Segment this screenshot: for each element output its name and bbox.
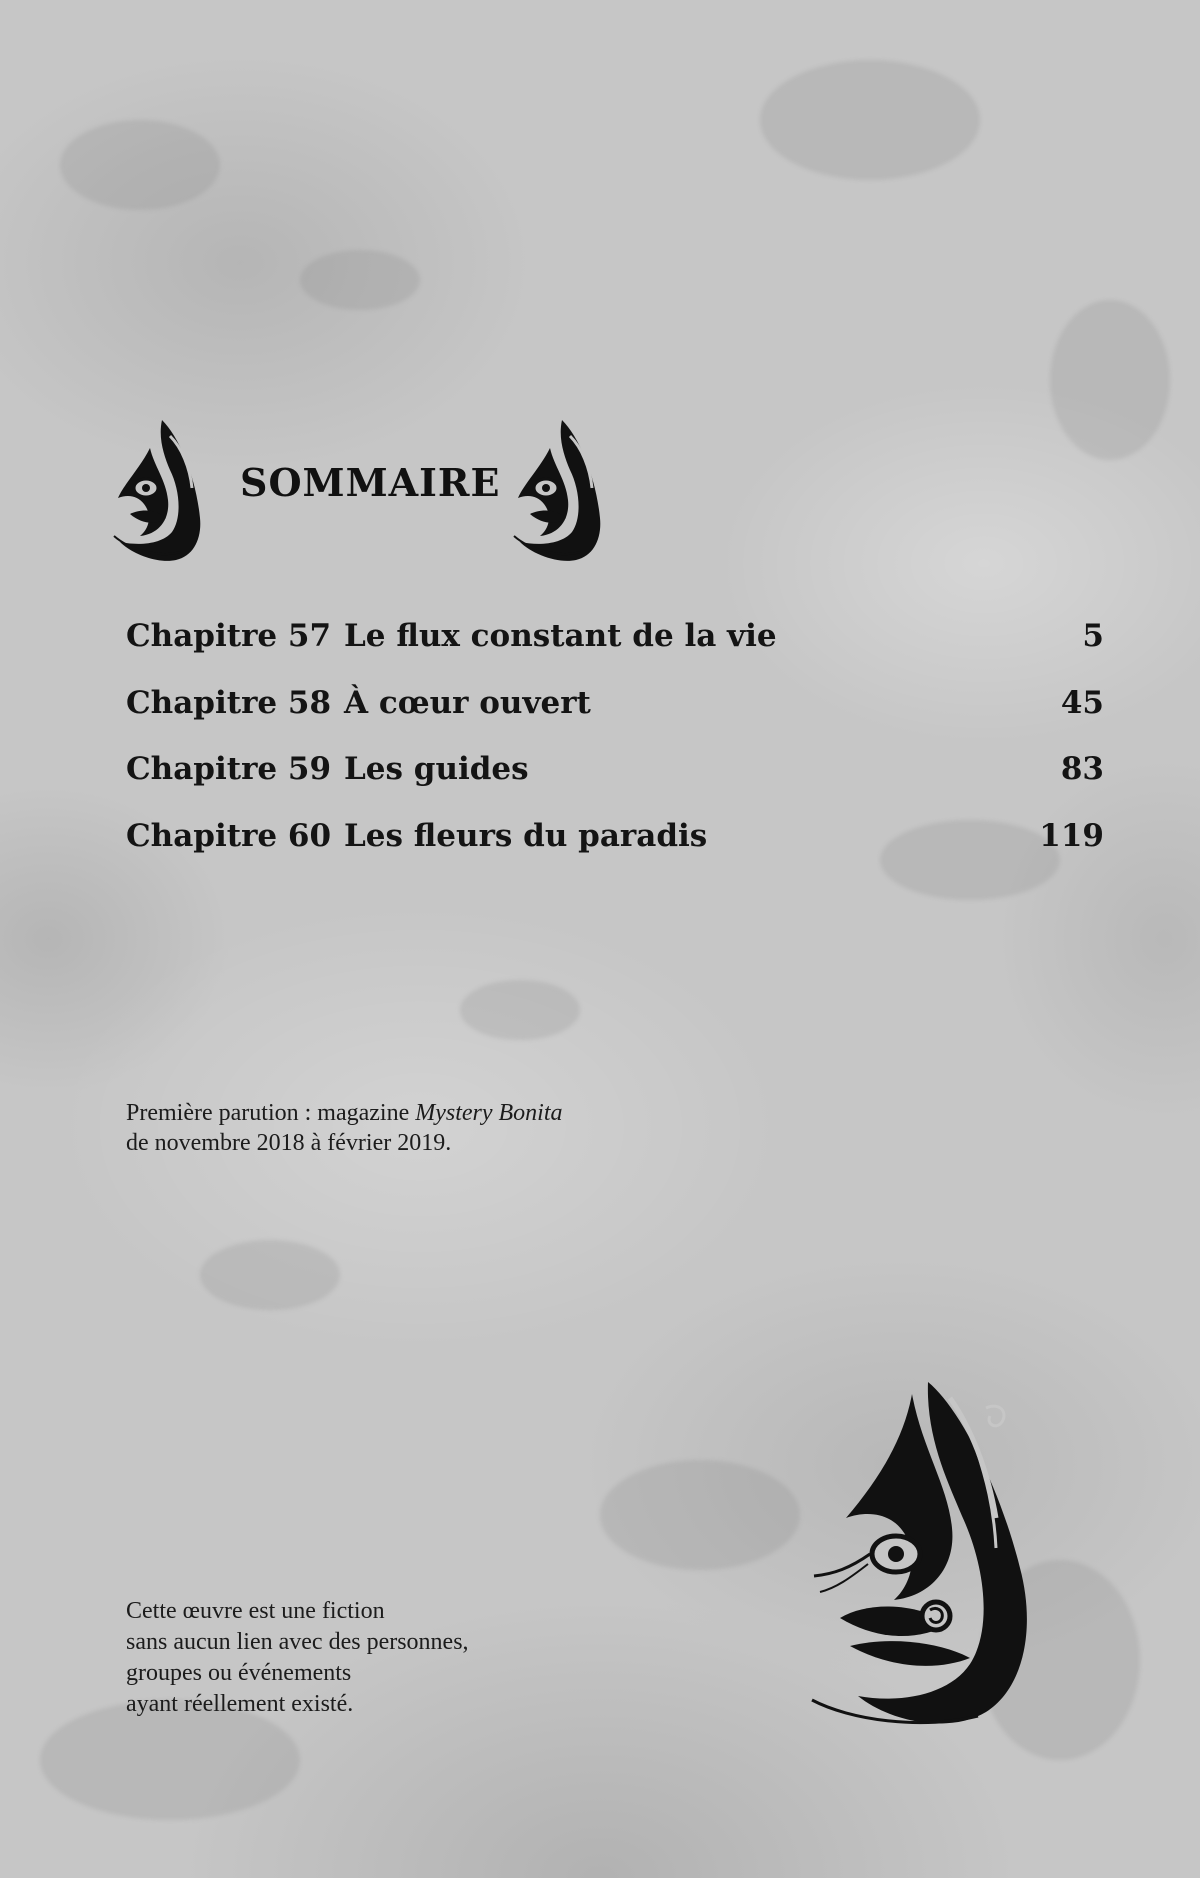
toc-entry — [126, 610, 1104, 677]
toc-entry — [126, 810, 1104, 877]
stylized-eye-flame-icon — [110, 418, 206, 563]
stylized-eye-flame-icon — [810, 1378, 1040, 1728]
page-number: 5 — [1082, 618, 1104, 654]
chapter-title: Les fleurs du paradis — [344, 817, 708, 854]
disclaimer-line: Cette œuvre est une fiction — [126, 1598, 385, 1624]
disclaimer-line: ayant réellement existé. — [126, 1691, 354, 1717]
stylized-eye-flame-icon — [510, 418, 606, 563]
magazine-name: Mystery Bonita — [415, 1100, 563, 1126]
publication-note — [126, 1098, 563, 1158]
chapter-number: Chapitre 59 — [126, 751, 332, 787]
page-title: SOMMAIRE — [240, 460, 501, 505]
page-number: 119 — [1039, 817, 1104, 854]
chapter-title: Le flux constant de la vie — [344, 618, 777, 654]
chapter-title: Les guides — [344, 751, 529, 787]
toc-heading — [110, 418, 610, 563]
chapter-number: Chapitre 60 — [126, 817, 332, 854]
toc-entry — [126, 677, 1104, 744]
chapter-number: Chapitre 57 — [126, 618, 332, 654]
publication-dates: de novembre 2018 à février 2019. — [126, 1130, 452, 1156]
page-number: 45 — [1060, 684, 1104, 721]
disclaimer-line: groupes ou événements — [126, 1660, 352, 1686]
fiction-disclaimer — [126, 1596, 469, 1720]
publication-prefix: Première parution : magazine — [126, 1100, 416, 1126]
chapter-title: À cœur ouvert — [344, 684, 591, 721]
chapter-number: Chapitre 58 — [126, 684, 332, 721]
toc-entry — [126, 743, 1104, 810]
disclaimer-line: sans aucun lien avec des personnes, — [126, 1629, 469, 1655]
page-number: 83 — [1060, 751, 1104, 787]
table-of-contents — [126, 610, 1104, 876]
